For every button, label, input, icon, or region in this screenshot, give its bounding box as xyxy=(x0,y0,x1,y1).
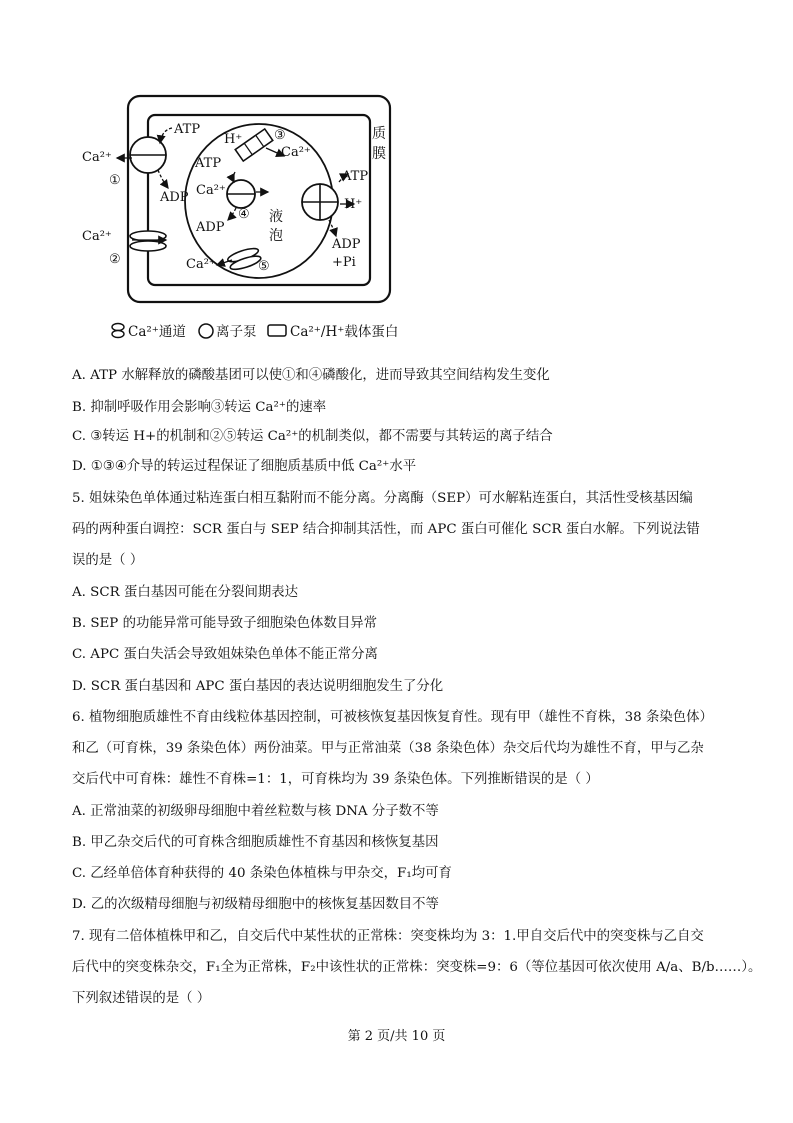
legend-pump-label: 离子泵 xyxy=(216,324,257,340)
q5-option-b: B. SEP 的功能异常可能导致子细胞染色体数目异常 xyxy=(72,616,377,631)
label-n4: ④ xyxy=(238,207,250,222)
ca-channel-2 xyxy=(130,231,166,251)
q5-option-d: D. SCR 蛋白基因和 APC 蛋白基因的表达说明细胞发生了分化 xyxy=(72,679,444,694)
legend xyxy=(112,323,398,340)
q6-option-d: D. 乙的次级精母细胞与初级精母细胞中的核恢复基因数目不等 xyxy=(72,897,439,912)
label-membrane-2: 膜 xyxy=(372,146,386,162)
q5-stem-line-2: 码的两种蛋白调控：SCR 蛋白与 SEP 结合抑制其活性，而 APC 蛋白可催化 SCR 蛋白水解。下列说法错 xyxy=(72,522,700,537)
label-atp-1: ATP xyxy=(174,122,201,137)
label-h-pump: H⁺ xyxy=(344,197,363,212)
q6-option-c: C. 乙经单倍体育种获得的 40 条染色体植株与甲杂交，F₁均可育 xyxy=(72,866,452,881)
label-vacuole-1: 液 xyxy=(269,209,283,225)
legend-channel-label: Ca²⁺通道 xyxy=(128,324,186,340)
ion-pump-1 xyxy=(130,137,166,173)
label-n3: ③ xyxy=(274,128,286,143)
label-n2: ② xyxy=(109,252,121,267)
ion-pump-4 xyxy=(227,180,255,208)
label-adp-pump: ADP xyxy=(332,237,361,252)
q4-option-b: B. 抑制呼吸作用会影响③转运 Ca²⁺的速率 xyxy=(72,400,327,415)
label-pi-pump: +Pi xyxy=(332,255,356,270)
q7-stem-line-3: 下列叙述错误的是（ ） xyxy=(72,991,211,1006)
q6-stem-line-3: 交后代中可育株：雄性不育株=1：1，可育株均为 39 条染色体。下列推断错误的是（ ） xyxy=(72,772,599,787)
label-adp-4: ADP xyxy=(196,220,225,235)
label-adp-1: ADP xyxy=(160,190,189,205)
q6-stem-line-2: 和乙（可育株，39 条染色体）两份油菜。甲与正常油菜（38 条染色体）杂交后代均为雄性不育，甲与乙杂 xyxy=(72,741,704,756)
q5-option-c: C. APC 蛋白失活会导致姐妹染色单体不能正常分离 xyxy=(72,647,378,662)
q5-option-a: A. SCR 蛋白基因可能在分裂间期表达 xyxy=(72,585,299,600)
legend-channel-icon xyxy=(112,324,124,338)
q4-option-d: D. ①③④介导的转运过程保证了细胞质基质中低 Ca²⁺水平 xyxy=(72,459,417,474)
label-atp-4: ATP xyxy=(195,156,222,171)
label-atp-pump: ATP xyxy=(342,169,369,184)
q4-option-c: C. ③转运 H+的机制和②⑤转运 Ca²⁺的机制类似，都不需要与其转运的离子结合 xyxy=(72,429,553,444)
proton-pump xyxy=(302,184,338,220)
label-ca-1: Ca²⁺ xyxy=(82,150,112,165)
q4-option-a: A. ATP 水解释放的磷酸基团可以使①和④磷酸化，进而导致其空间结构发生变化 xyxy=(72,368,550,383)
q6-option-a: A. 正常油菜的初级卵母细胞中着丝粒数与核 DNA 分子数不等 xyxy=(72,804,439,819)
label-membrane-1: 质 xyxy=(372,126,386,142)
q6-option-b: B. 甲乙杂交后代的可育株含细胞质雄性不育基因和核恢复基因 xyxy=(72,835,439,850)
label-ca-5: Ca²⁺ xyxy=(186,257,216,272)
q5-stem-line-1: 5. 姐妹染色单体通过粘连蛋白相互黏附而不能分离。分离酶（SEP）可水解粘连蛋白，其活性受核基因编 xyxy=(72,491,693,506)
label-ca-2: Ca²⁺ xyxy=(82,229,112,244)
cell-transport-diagram xyxy=(72,88,422,348)
q7-stem-line-1: 7. 现有二倍体植株甲和乙，自交后代中某性状的正常株：突变株均为 3：1.甲自交后代中的突变株与乙自交 xyxy=(72,929,704,944)
page-footer: 第 2 页/共 10 页 xyxy=(347,1029,446,1044)
ca-channel-5 xyxy=(226,246,262,272)
q5-stem-line-3: 误的是（ ） xyxy=(72,553,144,568)
q7-stem-line-2: 后代中的突变株杂交，F₁全为正常株，F₂中该性状的正常株：突变株=9：6（等位基因可依次使用 A/a、B/b……）。 xyxy=(72,960,762,975)
label-ca-3: Ca²⁺ xyxy=(281,145,311,160)
legend-pump-icon xyxy=(199,324,213,338)
label-ca-4: Ca²⁺ xyxy=(196,183,226,198)
legend-carrier-icon xyxy=(268,325,286,336)
legend-carrier-label: Ca²⁺/H⁺载体蛋白 xyxy=(290,324,399,340)
q6-stem-line-1: 6. 植物细胞质雄性不育由线粒体基因控制，可被核恢复基因恢复育性。现有甲（雄性不育株，38 条染色体） xyxy=(72,710,713,725)
label-n1: ① xyxy=(109,173,121,188)
label-n5: ⑤ xyxy=(258,259,270,274)
label-h-3: H⁺ xyxy=(224,132,243,147)
label-vacuole-2: 泡 xyxy=(269,228,283,244)
